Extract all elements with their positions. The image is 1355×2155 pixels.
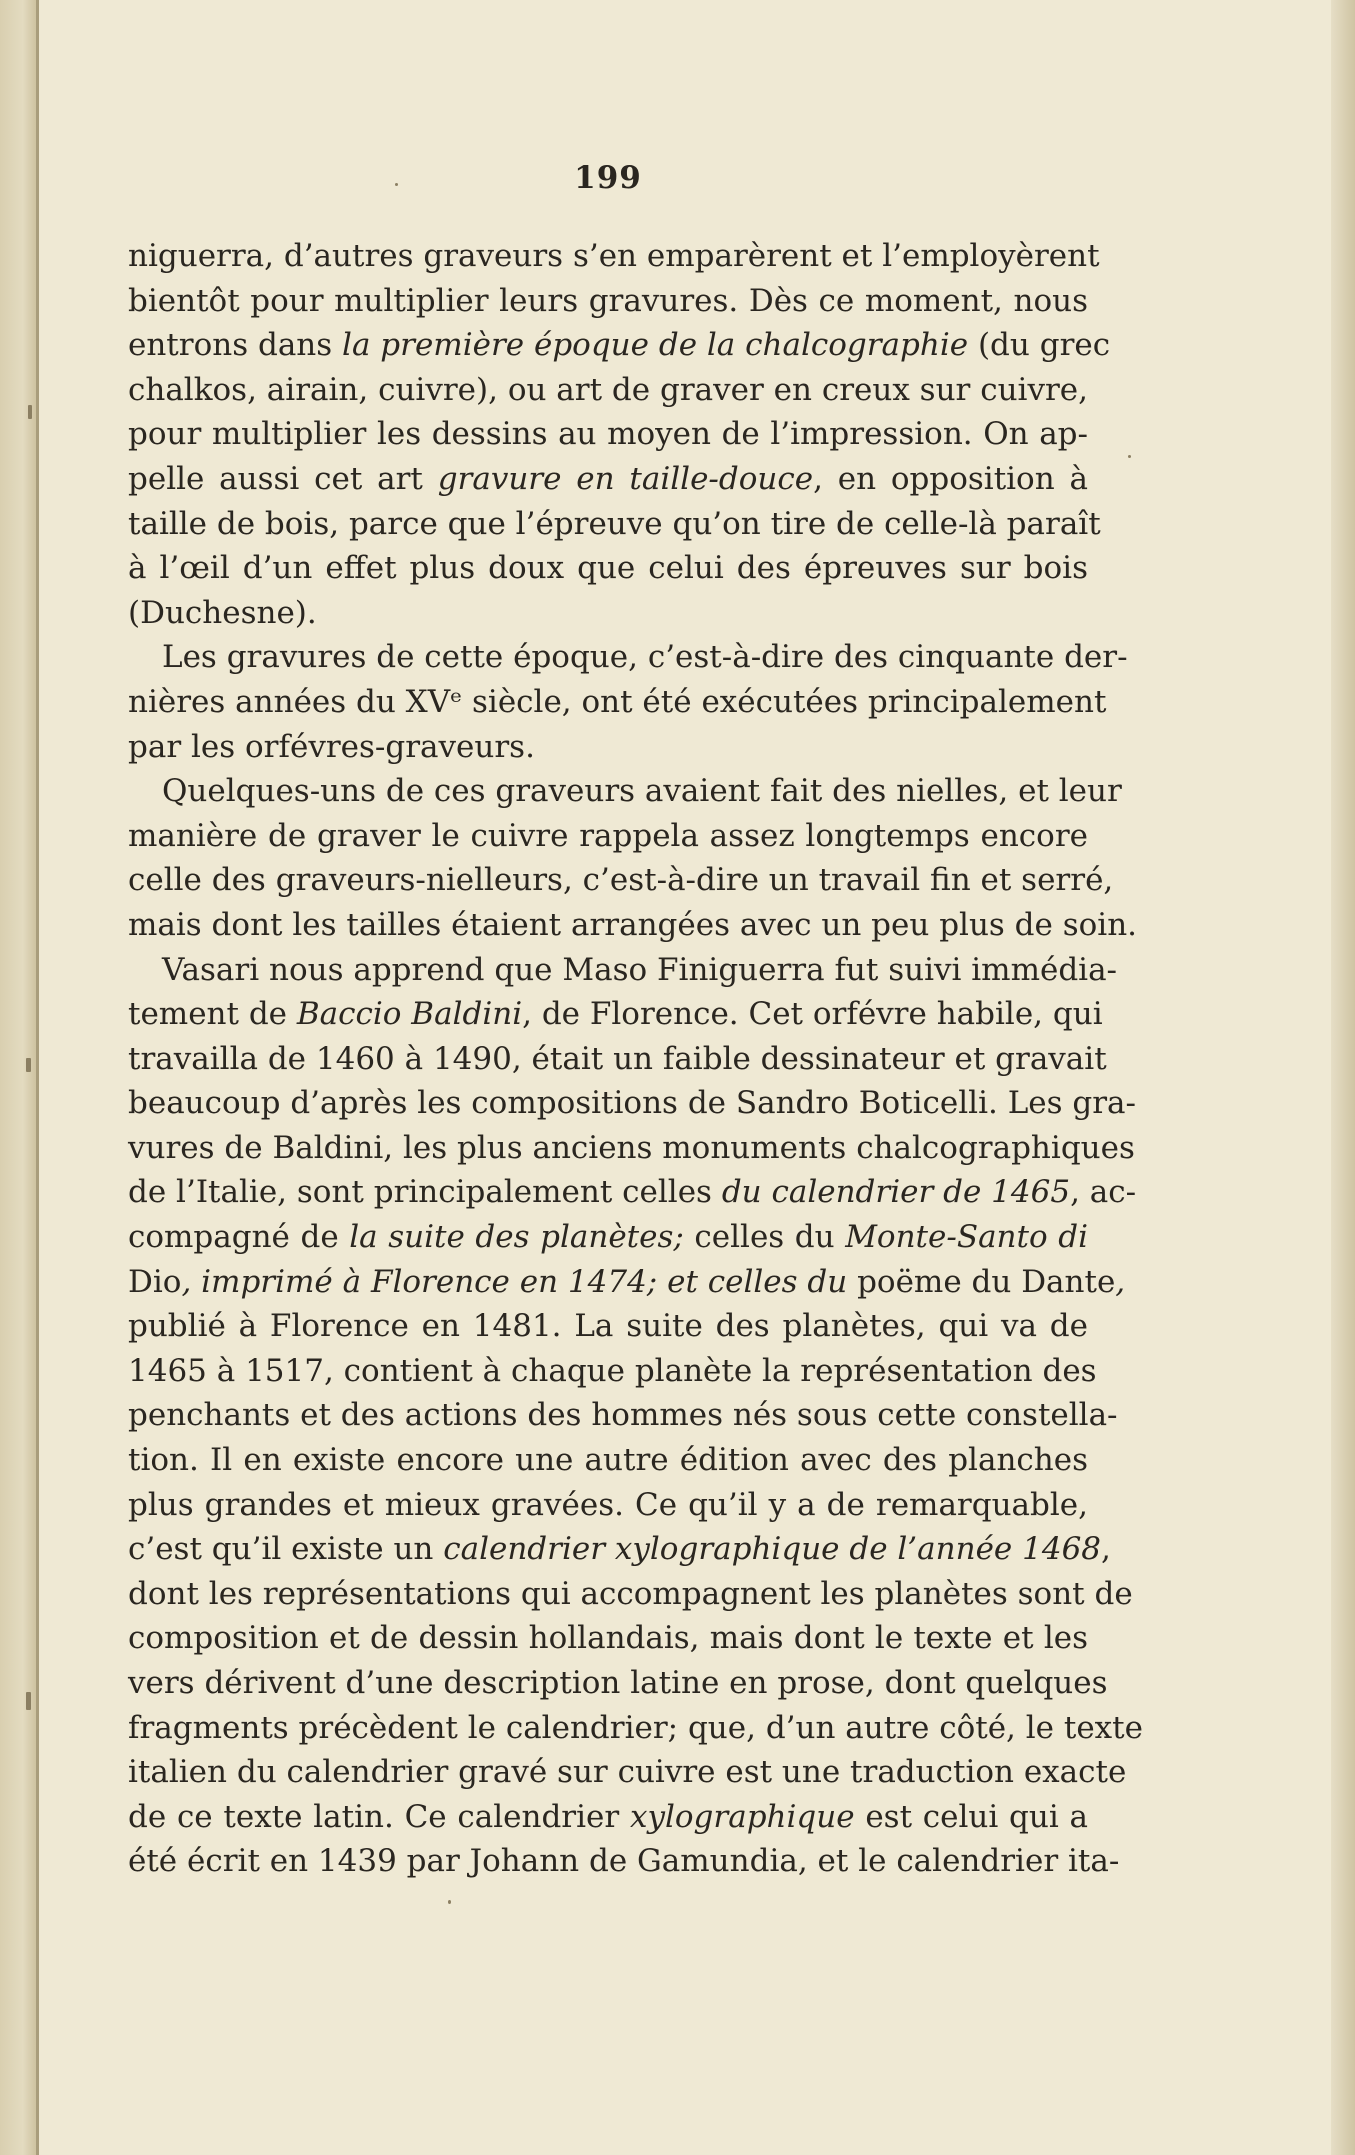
text-line: manière de graver le cuivre rappela assez longtemps encore bbox=[128, 817, 1088, 854]
text-line: vers dérivent d’une description latine en prose, dont quelques bbox=[128, 1665, 1108, 1701]
text-line: à l’œil d’un effet plus doux que celui des épreuves sur bois bbox=[128, 550, 1088, 587]
text-line: travailla de 1460 à 1490, était un faible dessinateur et gravait bbox=[128, 1040, 1107, 1077]
italic-text: Baccio Baldini bbox=[296, 996, 523, 1033]
text-line: Vasari nous apprend que Maso Finiguerra fut suivi immédia- bbox=[162, 951, 1118, 988]
text-line: vures de Baldini, les plus anciens monuments chalcographiques bbox=[128, 1129, 1135, 1166]
text-line: de l’Italie, sont principalement celles du calendrier de 1465, ac- bbox=[128, 1174, 1137, 1211]
text-line: tement de Baccio Baldini, de Florence. Cet orfévre habile, qui bbox=[128, 996, 1103, 1033]
italic-text: la première époque de la chalcographie bbox=[342, 327, 969, 364]
text-line: entrons dans la première époque de la chalcographie (du grec bbox=[128, 327, 1111, 364]
body-text bbox=[128, 234, 1143, 1884]
text-line: niguerra, d’autres graveurs s’en emparèrent et l’employèrent bbox=[128, 238, 1100, 274]
paragraph bbox=[128, 635, 1128, 769]
text-line: 1465 à 1517, contient à chaque planète la représentation des bbox=[128, 1352, 1097, 1389]
paper-speck bbox=[1128, 455, 1131, 458]
page-number: 199 bbox=[574, 160, 642, 196]
text-line: Quelques-uns de ces graveurs avaient fait des nielles, et leur bbox=[162, 773, 1122, 810]
text-line: chalkos, airain, cuivre), ou art de graver en creux sur cuivre, bbox=[128, 371, 1088, 408]
paragraph bbox=[128, 769, 1138, 947]
text-line: c’est qu’il existe un calendrier xylographique de l’année 1468, bbox=[128, 1531, 1111, 1568]
text-line: taille de bois, parce que l’épreuve qu’on tire de celle-là paraît bbox=[128, 505, 1101, 542]
paper-speck bbox=[395, 183, 398, 186]
text-line: fragments précèdent le calendrier; que, d’un autre côté, le texte bbox=[128, 1709, 1143, 1746]
text-line: pelle aussi cet art gravure en taille-douce, en opposition à bbox=[128, 460, 1088, 497]
gutter-shadow bbox=[36, 0, 39, 2155]
italic-text: Monte-Santo di bbox=[845, 1219, 1088, 1256]
text-line: composition et de dessin hollandais, mais dont le texte et les bbox=[128, 1620, 1088, 1657]
italic-text: du calendrier de 1465 bbox=[721, 1174, 1071, 1211]
text-line: pour multiplier les dessins au moyen de l’impression. On ap- bbox=[128, 416, 1088, 453]
text-line: Les gravures de cette époque, c’est-à-dire des cinquante der- bbox=[162, 639, 1128, 676]
italic-text: , bbox=[1115, 1263, 1126, 1300]
text-line: tion. Il en existe encore une autre édition avec des planches bbox=[128, 1442, 1088, 1479]
left-page-edge bbox=[0, 0, 38, 2155]
paper-speck bbox=[448, 1900, 451, 1904]
text-line: beaucoup d’après les compositions de Sandro Boticelli. Les gra- bbox=[128, 1085, 1137, 1122]
book-page bbox=[128, 160, 1143, 1884]
text-line: bientôt pour multiplier leurs gravures. Dès ce moment, nous bbox=[128, 282, 1088, 319]
italic-text: xylographique bbox=[629, 1798, 855, 1835]
paper-speck bbox=[28, 405, 32, 419]
text-line: de ce texte latin. Ce calendrier xylographique est celui qui a bbox=[128, 1798, 1089, 1835]
italic-text: la suite des planètes; bbox=[349, 1219, 684, 1256]
text-line: plus grandes et mieux gravées. Ce qu’il y a de remarquable, bbox=[128, 1486, 1088, 1523]
text-line: penchants et des actions des hommes nés sous cette constella- bbox=[128, 1397, 1118, 1434]
paper-speck bbox=[26, 1692, 31, 1710]
right-page-edge bbox=[1331, 0, 1355, 2155]
text-line: nières années du XVᵉ siècle, ont été exécutées principalement bbox=[128, 683, 1107, 720]
italic-text: , imprimé à Florence en 1474; et celles du bbox=[181, 1263, 858, 1300]
italic-text: calendrier xylographique de l’année 1468 bbox=[443, 1531, 1102, 1568]
paper-speck bbox=[26, 1058, 31, 1072]
text-line: celle des graveurs-nielleurs, c’est-à-dire un travail fin et serré, bbox=[128, 862, 1114, 899]
italic-text: gravure en taille-douce bbox=[437, 460, 814, 497]
text-line: Dio, imprimé à Florence en 1474; et celles du poëme du Dante, bbox=[128, 1263, 1126, 1300]
text-line: compagné de la suite des planètes; celles du Monte-Santo di bbox=[128, 1219, 1088, 1256]
paragraph bbox=[128, 948, 1143, 1884]
text-line: été écrit en 1439 par Johann de Gamundia, et le calendrier ita- bbox=[128, 1843, 1120, 1880]
text-line: par les orfévres-graveurs. bbox=[128, 728, 535, 765]
text-line: mais dont les tailles étaient arrangées avec un peu plus de soin. bbox=[128, 906, 1138, 943]
text-line: publié à Florence en 1481. La suite des planètes, qui va de bbox=[128, 1308, 1088, 1345]
text-line: italien du calendrier gravé sur cuivre est une traduction exacte bbox=[128, 1754, 1127, 1791]
text-line: (Duchesne). bbox=[128, 594, 317, 631]
text-line: dont les représentations qui accompagnent les planètes sont de bbox=[128, 1575, 1133, 1612]
paragraph bbox=[128, 234, 1111, 635]
